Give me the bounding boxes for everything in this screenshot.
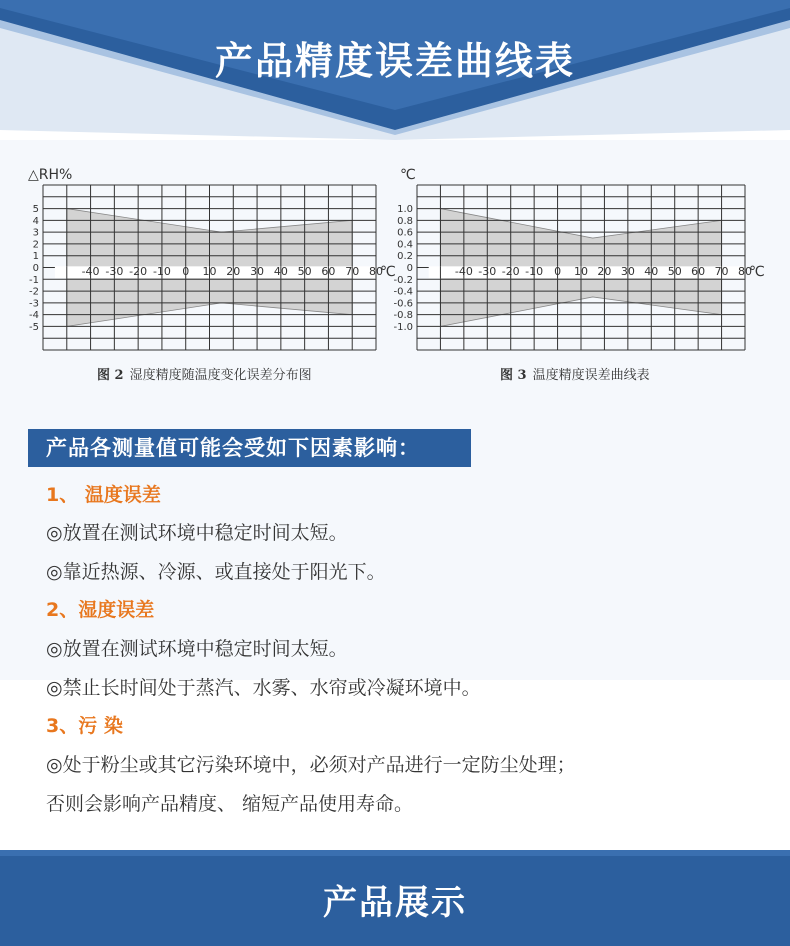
temperature-error-chart <box>392 165 767 355</box>
temperature-chart-ytick-label: -1.0 <box>393 321 413 333</box>
factor-1-title: 1、 温度误差 <box>46 484 161 506</box>
temperature-chart-x-unit: ℃ <box>749 263 765 280</box>
humidity-chart-x-unit: ℃ <box>380 263 396 280</box>
temperature-error-chart-svg <box>392 165 767 355</box>
factor-2-line-2: ◎禁止长时间处于蒸汽、水雾、水帘或冷凝环境中。 <box>46 677 481 699</box>
humidity-chart-ytick-label: 3 <box>32 227 39 239</box>
humidity-chart-xtick-label: -30 <box>105 264 124 278</box>
humidity-chart-xtick-label: 30 <box>250 264 265 278</box>
temperature-chart-xtick-label: 50 <box>667 264 682 278</box>
footer-title: 产品展示 <box>323 883 467 923</box>
page-title: 产品精度误差曲线表 <box>214 39 575 83</box>
factors-heading: 产品各测量值可能会受如下因素影响： <box>28 429 471 467</box>
humidity-chart-ytick-label: -2 <box>29 286 39 298</box>
factor-2-title: 2、湿度误差 <box>46 599 155 621</box>
temperature-chart-ytick-label: 0 <box>406 263 413 274</box>
factor-3-title: 3、污 染 <box>46 715 123 737</box>
chart2-caption-text: 温度精度误差曲线表 <box>532 368 650 383</box>
humidity-chart-ytick-label: 1 <box>32 251 39 263</box>
temperature-chart-ytick-label: 0.8 <box>397 215 413 227</box>
humidity-error-chart-svg <box>26 165 396 355</box>
factor-1-line-1: ◎放置在测试环境中稳定时间太短。 <box>46 522 348 544</box>
humidity-chart-ytick-label: 0 <box>32 263 39 274</box>
temperature-chart-xtick-label: 10 <box>574 264 588 278</box>
humidity-chart-ytick-label: 4 <box>32 215 39 227</box>
humidity-chart-xtick-label: -10 <box>152 264 171 278</box>
factor-3-line-1: ◎处于粉尘或其它污染环境中，必须对产品进行一定防尘处理； <box>46 754 576 776</box>
temperature-chart-xtick-label: -40 <box>454 264 473 278</box>
temperature-chart-xtick-label: 0 <box>554 264 562 278</box>
chart2-caption-number: 图 3 <box>500 368 527 383</box>
humidity-chart-xtick-label: 10 <box>202 264 217 278</box>
humidity-chart-xtick-label: 80 <box>369 264 383 278</box>
humidity-chart-ytick-label: -5 <box>29 321 39 333</box>
humidity-error-chart <box>26 165 396 355</box>
humidity-chart-ytick-label: -4 <box>29 310 39 322</box>
humidity-chart-xtick-label: 60 <box>321 264 336 278</box>
temperature-chart-y-label: ℃ <box>400 167 416 183</box>
chart1-caption <box>97 364 312 383</box>
temperature-chart-xtick-label: 40 <box>644 264 659 278</box>
humidity-chart-ytick-label: -1 <box>29 274 39 286</box>
humidity-chart-xtick-label: 20 <box>226 264 241 278</box>
temperature-chart-xtick-label: 80 <box>738 264 752 278</box>
humidity-chart-xtick-label: 40 <box>273 264 288 278</box>
temperature-chart-ytick-label: -0.2 <box>393 274 413 286</box>
temperature-chart-ytick-label: 0.4 <box>397 239 413 251</box>
temperature-chart-xtick-label: 70 <box>714 264 729 278</box>
humidity-chart-xtick-label: -20 <box>129 264 148 278</box>
temperature-chart-xtick-label: 30 <box>620 264 635 278</box>
header-banner <box>0 0 790 140</box>
temperature-chart-ytick-label: -0.4 <box>393 286 413 298</box>
temperature-chart-xtick-label: -20 <box>501 264 520 278</box>
chart1-caption-text: 湿度精度随温度变化误差分布图 <box>129 368 312 383</box>
humidity-chart-xtick-label: -40 <box>81 264 100 278</box>
factor-3-line-2: 否则会影响产品精度、 缩短产品使用寿命。 <box>46 793 414 815</box>
humidity-chart-xtick-label: 0 <box>182 264 190 278</box>
chart2-caption <box>500 364 650 383</box>
chart1-caption-number: 图 2 <box>97 368 124 383</box>
humidity-chart-xtick-label: 50 <box>297 264 312 278</box>
temperature-chart-ytick-label: 0.2 <box>397 251 413 263</box>
temperature-chart-ytick-label: 0.6 <box>397 227 413 239</box>
temperature-chart-xtick-label: 60 <box>691 264 706 278</box>
temperature-chart-ytick-label: -0.8 <box>393 310 413 322</box>
temperature-chart-xtick-label: 20 <box>597 264 612 278</box>
humidity-chart-ytick-label: 2 <box>32 239 39 251</box>
temperature-chart-xtick-label: -10 <box>525 264 544 278</box>
humidity-chart-y-label: △RH% <box>28 167 73 183</box>
temperature-chart-xtick-label: -30 <box>478 264 497 278</box>
temperature-chart-ytick-label: 1.0 <box>397 204 413 216</box>
temperature-chart-ytick-label: -0.6 <box>393 298 413 310</box>
footer-banner <box>0 850 790 946</box>
factor-1-line-2: ◎靠近热源、冷源、或直接处于阳光下。 <box>46 561 386 583</box>
factor-2-line-1: ◎放置在测试环境中稳定时间太短。 <box>46 638 348 660</box>
humidity-chart-ytick-label: -3 <box>29 298 39 310</box>
humidity-chart-xtick-label: 70 <box>345 264 360 278</box>
humidity-chart-ytick-label: 5 <box>32 204 39 216</box>
